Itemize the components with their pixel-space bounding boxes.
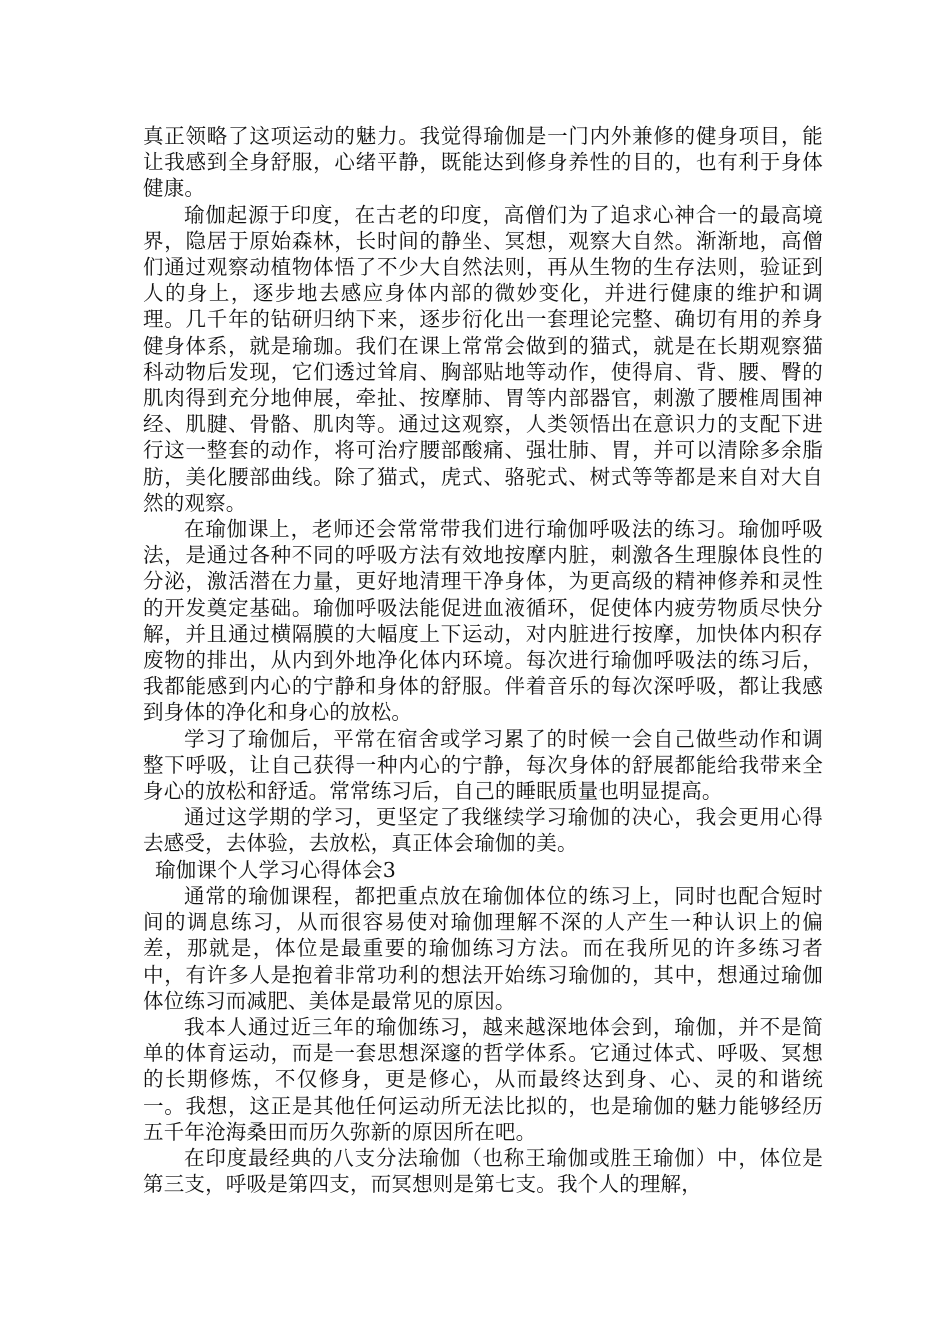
paragraph-philosophy: 我本人通过近三年的瑜伽练习，越来越深地体会到，瑜伽，并不是简单的体育运动，而是一套思想深邃的哲学体系。它通过体式、呼吸、冥想的长期修炼，不仅修身，更是修心，从而最终达到身、心、灵的和谐统一。我想，这正是其他任何运动所无法比拟的，也是瑜伽的魅力能够经历五千年沧海桑田而历久弥新的原因所在吧。 <box>143 1014 823 1144</box>
paragraph-course-focus: 通常的瑜伽课程，都把重点放在瑜伽体位的练习上，同时也配合短时间的调息练习，从而很容易使对瑜伽理解不深的人产生一种认识上的偏差，那就是，体位是最重要的瑜伽练习方法。而在我所见的许多练习者中，有许多人是抱着非常功利的想法开始练习瑜伽的，其中，想通过瑜伽体位练习而减肥、美体是最常见的原因。 <box>143 883 823 1013</box>
paragraph-conclusion: 通过这学期的学习，更坚定了我继续学习瑜伽的决心，我会更用心得去感受，去体验，去放松，真正体会瑜伽的美。 <box>143 805 823 856</box>
paragraph-breathing: 在瑜伽课上，老师还会常常带我们进行瑜伽呼吸法的练习。瑜伽呼吸法，是通过各种不同的呼吸方法有效地按摩内脏，刺激各生理腺体良性的分泌，激活潜在力量，更好地清理干净身体，为更高级的精神修养和灵性的开发奠定基础。瑜伽呼吸法能促进血液循环，促使体内疲劳物质尽快分解，并且通过横隔膜的大幅度上下运动，对内脏进行按摩，加快体内积存废物的排出，从内到外地净化体内环境。每次进行瑜伽呼吸法的练习后，我都能感到内心的宁静和身体的舒服。伴着音乐的每次深呼吸，都让我感到身体的净化和身心的放松。 <box>143 517 823 725</box>
paragraph-continuation: 真正领略了这项运动的魅力。我觉得瑜伽是一门内外兼修的健身项目，能让我感到全身舒服，心绪平静，既能达到修身养性的目的，也有利于身体健康。 <box>143 124 823 201</box>
paragraph-after-learning: 学习了瑜伽后，平常在宿舍或学习累了的时候一会自己做些动作和调整下呼吸，让自己获得一种内心的宁静，每次身体的舒展都能给我带来全身心的放松和舒适。常常练习后，自己的睡眠质量也明显提高。 <box>143 726 823 804</box>
paragraph-eight-limbs: 在印度最经典的八支分法瑜伽（也称王瑜伽或胜王瑜伽）中，体位是第三支，呼吸是第四支，而冥想则是第七支。我个人的理解， <box>143 1145 823 1197</box>
paragraph-yoga-origin: 瑜伽起源于印度，在古老的印度，高僧们为了追求心神合一的最高境界，隐居于原始森林，长时间的静坐、冥想，观察大自然。渐渐地，高僧们通过观察动植物体悟了不少大自然法则，再从生物的生存法则，验证到人的身上，逐步地去感应身体内部的微妙变化，并进行健康的维护和调理。几千年的钻研归纳下来，逐步衍化出一套理论完整、确切有用的养身健身体系，就是瑜珈。我们在课上常常会做到的猫式，就是在长期观察猫科动物后发现，它们透过耸肩、胸部贴地等动作，使得肩、背、腰、臀的肌肉得到充分地伸展，牵扯、按摩肺、胃等内部器官，刺激了腰椎周围神经、肌腱、骨骼、肌肉等。通过这观察，人类领悟出在意识力的支配下进行这一整套的动作，将可治疗腰部酸痛、强壮肺、胃，并可以清除多余脂肪，美化腰部曲线。除了猫式，虎式、骆驼式、树式等等都是来自对大自然的观察。 <box>143 202 823 515</box>
document-body <box>143 123 823 1197</box>
section-heading: 瑜伽课个人学习心得体会3 <box>155 857 396 882</box>
